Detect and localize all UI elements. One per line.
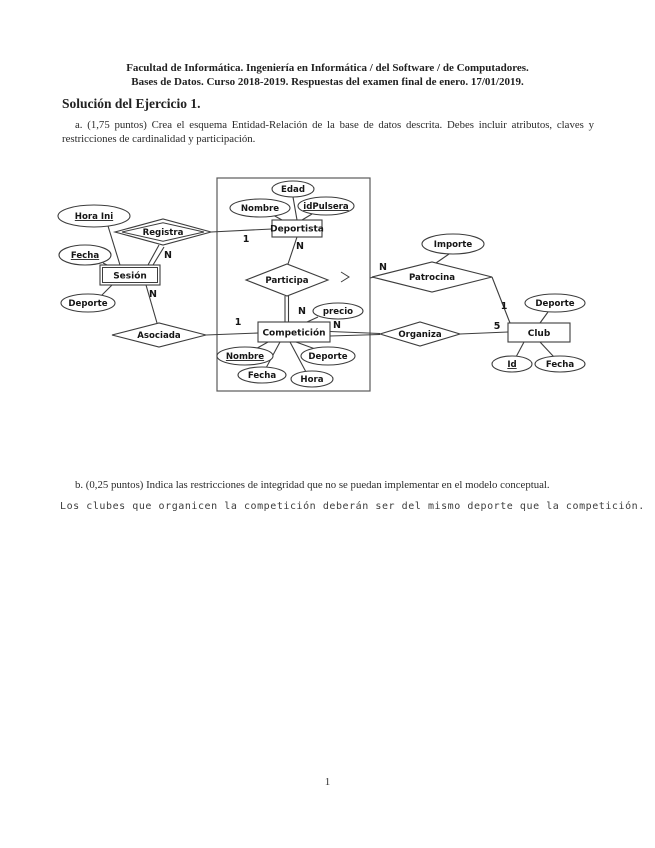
cardinality-deportista-participa: N bbox=[296, 241, 304, 252]
attribute-idpulsera bbox=[298, 197, 354, 215]
page-number: 1 bbox=[324, 776, 331, 788]
hora-competicion-label: Hora bbox=[300, 375, 324, 385]
entity-competicion bbox=[258, 322, 330, 342]
deporte-club-label: Deporte bbox=[535, 299, 575, 309]
edge-registra-deportista bbox=[211, 229, 272, 232]
relationship-registra bbox=[115, 219, 211, 245]
edge-edad-deportista bbox=[293, 197, 297, 220]
edge-competicion-organiza-double-1 bbox=[330, 332, 380, 334]
participa-label: Participa bbox=[265, 276, 309, 286]
relationship-participa bbox=[246, 264, 328, 296]
cardinality-patrocina-club: 1 bbox=[500, 301, 508, 312]
relationship-organiza bbox=[380, 322, 460, 346]
competicion-label: Competición bbox=[262, 328, 326, 339]
importe-label: Importe bbox=[433, 240, 473, 250]
attribute-id-club bbox=[492, 356, 532, 372]
edge-competicion-organiza-double-2 bbox=[330, 335, 380, 337]
edge-registra-sesion-double-1 bbox=[148, 245, 159, 265]
entity-deportista bbox=[270, 220, 324, 237]
cardinality-registra-sesion: N bbox=[164, 250, 172, 261]
edge-fecha-club bbox=[540, 342, 554, 357]
deporte-sesion-label: Deporte bbox=[68, 299, 108, 309]
section-title: Solución del Ejercicio 1. bbox=[62, 96, 201, 111]
fecha-sesion-label: Fecha bbox=[70, 251, 100, 261]
attribute-deporte-competicion bbox=[301, 347, 355, 365]
attribute-edad bbox=[272, 181, 314, 197]
cardinality-registra-deportista: 1 bbox=[242, 234, 250, 245]
part-b-text: b. (0,25 puntos) Indica las restricciones de integridad que no se puedan implementar en el modelo conceptual. bbox=[75, 479, 550, 491]
attribute-hora-competicion bbox=[291, 371, 333, 387]
attribute-hora-ini bbox=[58, 205, 130, 227]
cardinality-organiza-club: 5 bbox=[493, 321, 501, 332]
edad-label: Edad bbox=[281, 185, 305, 195]
attribute-nombre-competicion bbox=[217, 347, 273, 365]
nombre-competicion-label: Nombre bbox=[225, 352, 265, 362]
attribute-deporte-club bbox=[525, 294, 585, 312]
er-diagram bbox=[40, 168, 620, 403]
attribute-deporte-sesion bbox=[61, 294, 115, 312]
attribute-precio bbox=[313, 303, 363, 319]
asociada-label: Asociada bbox=[137, 331, 181, 341]
entity-sesion bbox=[100, 265, 160, 285]
sesion-label: Sesión bbox=[113, 271, 147, 282]
precio-label: precio bbox=[322, 307, 354, 317]
header-line-1: Facultad de Informática. Ingeniería en Informática / del Software / de Computadores. bbox=[126, 62, 529, 74]
relationship-asociada bbox=[112, 323, 206, 347]
club-label: Club bbox=[527, 329, 551, 339]
part-a-text: a. (1,75 puntos) Crea el esquema Entidad-Relación de la base de datos descrita. Debes incluir atributos, claves y restricciones de cardinalidad y participación. bbox=[62, 119, 594, 145]
hora-ini-label: Hora Ini bbox=[74, 212, 114, 222]
edge-asociada-competicion bbox=[206, 333, 258, 335]
entity-club bbox=[508, 323, 570, 342]
nombre-deportista-label: Nombre bbox=[240, 204, 280, 214]
document-header bbox=[0, 61, 655, 89]
edge-patrocina-club bbox=[492, 277, 510, 323]
cardinality-agregacion-patrocina: N bbox=[379, 262, 387, 273]
cardinality-competicion-organiza: N bbox=[333, 320, 341, 331]
attribute-fecha-club bbox=[535, 356, 585, 372]
cardinality-participa-competicion: N bbox=[298, 306, 306, 317]
registra-label: Registra bbox=[142, 228, 184, 238]
edge-organiza-club bbox=[460, 332, 508, 334]
deportista-label: Deportista bbox=[270, 224, 324, 235]
edge-precio-participa bbox=[307, 317, 318, 322]
cardinality-sesion-asociada: N bbox=[149, 289, 157, 300]
attribute-importe bbox=[422, 234, 484, 254]
edge-registra-sesion-double-2 bbox=[153, 247, 164, 265]
header-line-2: Bases de Datos. Curso 2018-2019. Respuestas del examen final de enero. 17/01/2019. bbox=[131, 76, 524, 88]
patrocina-label: Patrocina bbox=[408, 273, 456, 283]
id-club-label: Id bbox=[507, 360, 517, 370]
fecha-club-label: Fecha bbox=[545, 360, 575, 370]
edge-importe-patrocina bbox=[436, 254, 449, 263]
organiza-label: Organiza bbox=[398, 330, 442, 340]
cardinality-asociada-competicion: 1 bbox=[234, 317, 242, 328]
stray-arrow-mark bbox=[341, 272, 349, 282]
edge-id-club bbox=[516, 342, 524, 357]
attribute-fecha-sesion bbox=[59, 245, 111, 265]
edge-idpulsera-deportista bbox=[302, 214, 312, 220]
attribute-nombre-deportista bbox=[230, 199, 290, 217]
deporte-competicion-label: Deporte bbox=[308, 352, 348, 362]
attribute-fecha-competicion bbox=[238, 367, 286, 383]
idpulsera-label: idPulsera bbox=[303, 202, 349, 212]
relationship-patrocina bbox=[372, 262, 492, 292]
part-b-answer: Los clubes que organicen la competición deberán ser del mismo deporte que la competición. bbox=[60, 501, 645, 512]
fecha-competicion-label: Fecha bbox=[247, 371, 277, 381]
edge-deporte-club bbox=[540, 312, 548, 323]
